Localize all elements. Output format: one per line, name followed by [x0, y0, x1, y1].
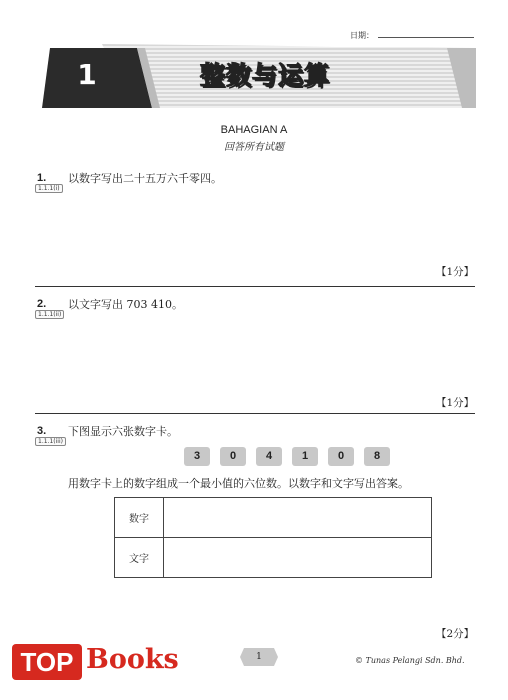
question-3-instruction: 用数字卡上的数字组成一个最小值的六位数。以数字和文字写出答案。 — [68, 477, 409, 490]
copyright: © Tunas Pelangi Sdn. Bhd. — [355, 656, 465, 665]
question-2-marks: 【1分】 — [436, 397, 475, 409]
table-label-words: 文字 — [115, 538, 164, 578]
topbooks-logo-books: Books — [86, 644, 179, 675]
number-cards — [184, 447, 390, 466]
number-card: 0 — [220, 447, 246, 466]
question-1-marks: 【1分】 — [436, 266, 475, 278]
question-1-text: 以数字写出二十五万六千零四。 — [68, 172, 222, 185]
date-line — [378, 37, 474, 38]
chapter-number: 1 — [77, 58, 97, 91]
date-label: 日期： — [350, 31, 374, 40]
answer-table — [114, 497, 432, 578]
answer-cell-words[interactable] — [164, 538, 432, 578]
number-card: 0 — [328, 447, 354, 466]
question-3-marks: 【2分】 — [436, 628, 475, 640]
divider — [35, 413, 475, 414]
question-3-text: 下图显示六张数字卡。 — [68, 425, 178, 438]
question-3-number: 3. — [37, 425, 47, 437]
number-card: 4 — [256, 447, 282, 466]
question-2-number: 2. — [37, 298, 47, 310]
table-row — [115, 498, 432, 538]
chapter-title: 整数与运算 — [200, 61, 331, 90]
question-2-code: 1.1.1(ii) — [35, 310, 64, 319]
section-instruction: 回答所有试题 — [224, 142, 284, 153]
question-1-number: 1. — [37, 172, 47, 184]
question-3-code: 1.1.1(iii) — [35, 437, 66, 446]
table-row — [115, 538, 432, 578]
divider — [35, 286, 475, 287]
page-number: 1 — [256, 652, 262, 662]
answer-cell-digits[interactable] — [164, 498, 432, 538]
question-1-code: 1.1.1(i) — [35, 184, 63, 193]
table-label-digits: 数字 — [115, 498, 164, 538]
topbooks-logo-top: TOP — [12, 644, 82, 680]
question-2-text: 以文字写出 703 410。 — [68, 298, 183, 311]
section-name: BAHAGIAN A — [220, 124, 288, 136]
number-card: 8 — [364, 447, 390, 466]
number-card: 1 — [292, 447, 318, 466]
number-card: 3 — [184, 447, 210, 466]
